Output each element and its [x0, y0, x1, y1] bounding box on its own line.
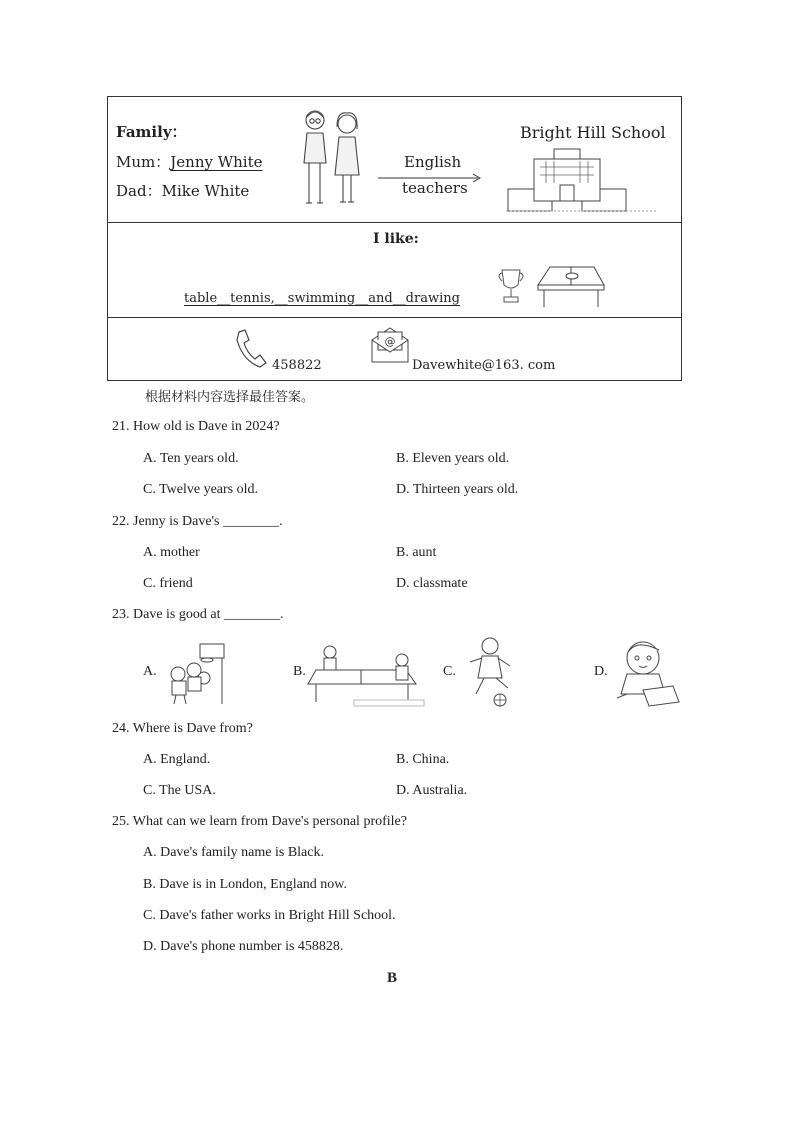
parents-illustration [301, 107, 371, 207]
q24-option-b[interactable]: B. China. [396, 752, 450, 767]
q23-option-b[interactable]: B. [293, 664, 306, 679]
q22-option-c[interactable]: C. friend [143, 576, 193, 591]
q25-option-a[interactable]: A. Dave's family name is Black. [143, 845, 324, 860]
boy-drawing-icon [613, 636, 689, 708]
svg-text:@: @ [384, 335, 396, 348]
family-section [108, 97, 681, 223]
q22-option-d[interactable]: D. classmate [396, 576, 468, 591]
dad-name: Mike White [161, 182, 250, 200]
hobbies-line: table__tennis,__swimming__and__drawing [184, 291, 460, 306]
likes-section [108, 223, 681, 318]
likes-title: I like: [373, 231, 419, 247]
instruction: 根据材料内容选择最佳答案。 [145, 390, 315, 405]
profile-card [107, 96, 682, 381]
mum-line: Mum：Jenny White [116, 153, 263, 171]
q25-option-c[interactable]: C. Dave's father works in Bright Hill School. [143, 908, 396, 923]
arrow-label-bottom: teachers [402, 179, 468, 197]
trophy-icon [496, 267, 526, 307]
ping-pong-table-icon [536, 261, 606, 311]
q24-option-a[interactable]: A. England. [143, 752, 211, 767]
dad-line: Dad：Mike White [116, 182, 250, 200]
q22-option-a[interactable]: A. mother [143, 545, 200, 560]
q23-option-c[interactable]: C. [443, 664, 456, 679]
family-heading: Family： [116, 123, 187, 141]
email-icon [370, 324, 410, 364]
ping-pong-players-icon [306, 640, 426, 708]
football-player-icon [462, 636, 522, 708]
q21-option-b[interactable]: B. Eleven years old. [396, 451, 510, 466]
q22-option-b[interactable]: B. aunt [396, 545, 437, 560]
q21-option-c[interactable]: C. Twelve years old. [143, 482, 259, 497]
question-24-stem: 24. Where is Dave from? [112, 721, 253, 736]
q21-option-d[interactable]: D. Thirteen years old. [396, 482, 519, 497]
question-25-stem: 25. What can we learn from Dave's personal profile? [112, 814, 407, 829]
question-22-stem: 22. Jenny is Dave's ________. [112, 514, 283, 529]
mum-name: Jenny White [170, 153, 263, 171]
contact-section [108, 318, 681, 379]
q25-option-b[interactable]: B. Dave is in London, England now. [143, 877, 348, 892]
basketball-players-icon [160, 640, 235, 706]
q23-option-d[interactable]: D. [594, 664, 608, 679]
email-address: Davewhite@163. com [412, 358, 556, 373]
question-21-stem: 21. How old is Dave in 2024? [112, 419, 280, 434]
q21-option-a[interactable]: A. Ten years old. [143, 451, 239, 466]
section-label: B [387, 970, 398, 986]
q24-option-d[interactable]: D. Australia. [396, 783, 468, 798]
question-23-stem: 23. Dave is good at ________. [112, 607, 284, 622]
phone-number: 458822 [272, 358, 322, 373]
q25-option-d[interactable]: D. Dave's phone number is 458828. [143, 939, 344, 954]
school-building-icon [506, 145, 658, 213]
q23-option-a[interactable]: A. [143, 664, 157, 679]
arrow-label-top: English [404, 153, 462, 171]
school-name: Bright Hill School [520, 123, 666, 142]
q24-option-c[interactable]: C. The USA. [143, 783, 216, 798]
phone-icon [233, 328, 267, 368]
